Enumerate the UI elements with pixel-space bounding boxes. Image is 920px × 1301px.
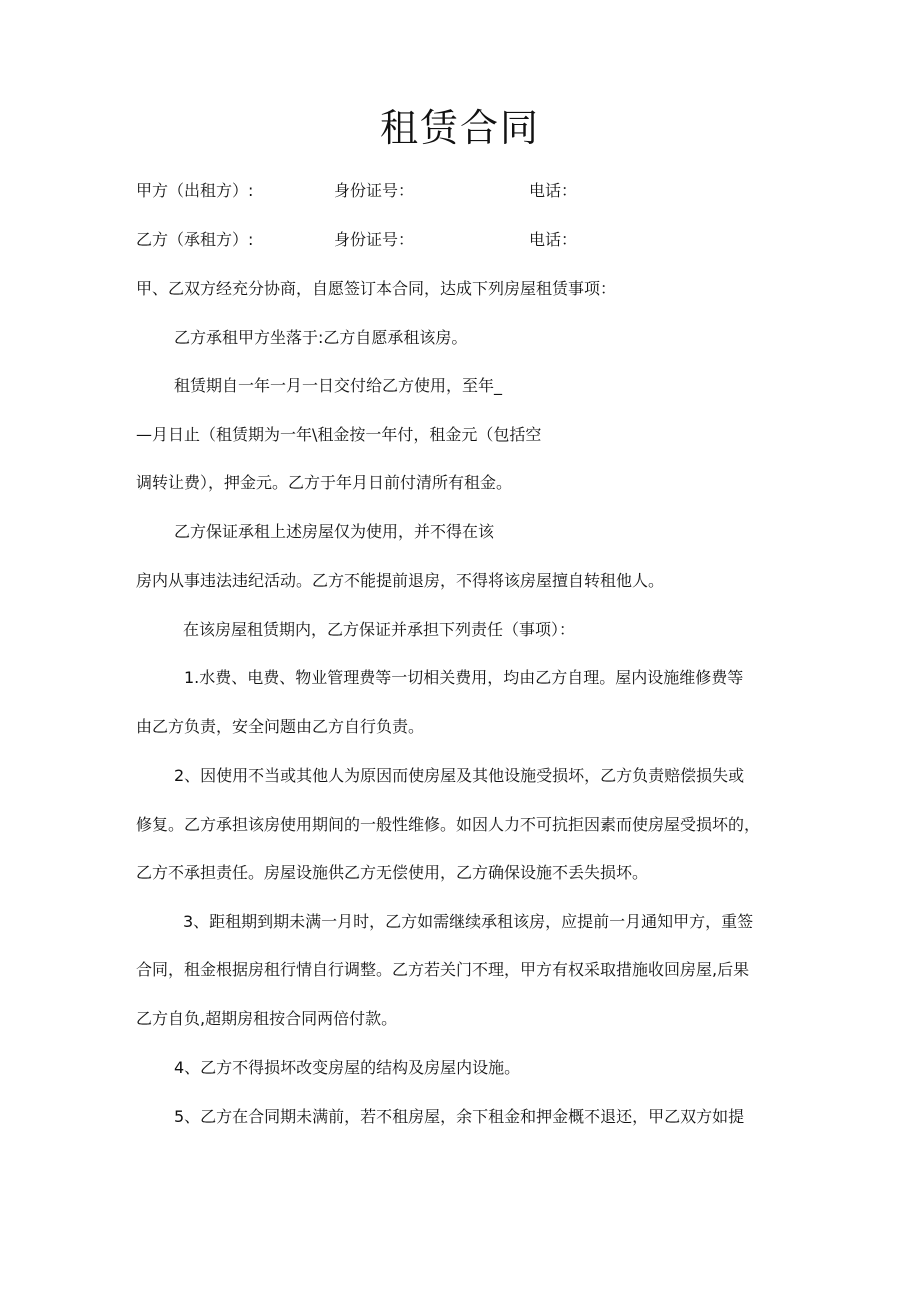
body-line: 房内从事违法违纪活动。乙方不能提前退房，不得将该房屋擅自转租他人。 (136, 571, 665, 590)
clause-4-line: 4、乙方不得损坏改变房屋的结构及房屋内设施。 (174, 1058, 521, 1077)
party-b-phone-label: 电话： (529, 230, 578, 249)
party-a-id-label: 身份证号： (334, 181, 415, 200)
party-b-id-label: 身份证号： (334, 230, 415, 249)
body-line: 乙方承租甲方坐落于:乙方自愿承租该房。 (174, 328, 468, 347)
body-line: 租赁期自一年一月一日交付给乙方使用，至年_ (174, 376, 503, 395)
party-a-phone-label: 电话： (529, 181, 578, 200)
clause-3-line: 合同，租金根据房租行情自行调整。乙方若关门不理，甲方有权采取措施收回房屋,后果 (136, 960, 750, 979)
clause-2-line: 2、因使用不当或其他人为原因而使房屋及其他设施受损坏，乙方负责赔偿损失或 (174, 766, 745, 785)
intro-line: 甲、乙双方经充分协商，自愿签订本合同，达成下列房屋租赁事项： (136, 279, 617, 298)
clause-2-line: 乙方不承担责任。房屋设施供乙方无偿使用，乙方确保设施不丢失损坏。 (136, 863, 649, 882)
clause-1-line: 1.水费、电费、物业管理费等一切相关费用，均由乙方自理。屋内设施维修费等 (184, 668, 744, 687)
body-line: 调转让费），押金元。乙方于年月日前付清所有租金。 (136, 473, 513, 492)
responsibility-heading: 在该房屋租赁期内，乙方保证并承担下列责任（事项）： (183, 620, 576, 639)
clause-3-line: 3、距租期到期未满一月时，乙方如需继续承租该房，应提前一月通知甲方，重签 (183, 912, 754, 931)
document-title: 租赁合同 (379, 106, 540, 150)
clause-1-line: 由乙方负责，安全问题由乙方自行负责。 (136, 717, 425, 736)
party-b-label: 乙方（承租方）: (136, 230, 254, 249)
clause-3-line: 乙方自负,超期房租按合同两倍付款。 (136, 1009, 398, 1028)
party-a-label: 甲方（出租方）: (136, 181, 254, 200)
clause-2-line: 修复。乙方承担该房使用期间的一般性维修。如因人力不可抗拒因素而使房屋受损坏的， (136, 815, 761, 834)
clause-5-line: 5、乙方在合同期未满前，若不租房屋，余下租金和押金概不退还，甲乙双方如提 (174, 1107, 745, 1126)
body-line: —月日止（租赁期为一年\租金按一年付，租金元（包括空 (136, 425, 542, 444)
body-line: 乙方保证承租上述房屋仅为使用，并不得在该 (174, 522, 495, 541)
